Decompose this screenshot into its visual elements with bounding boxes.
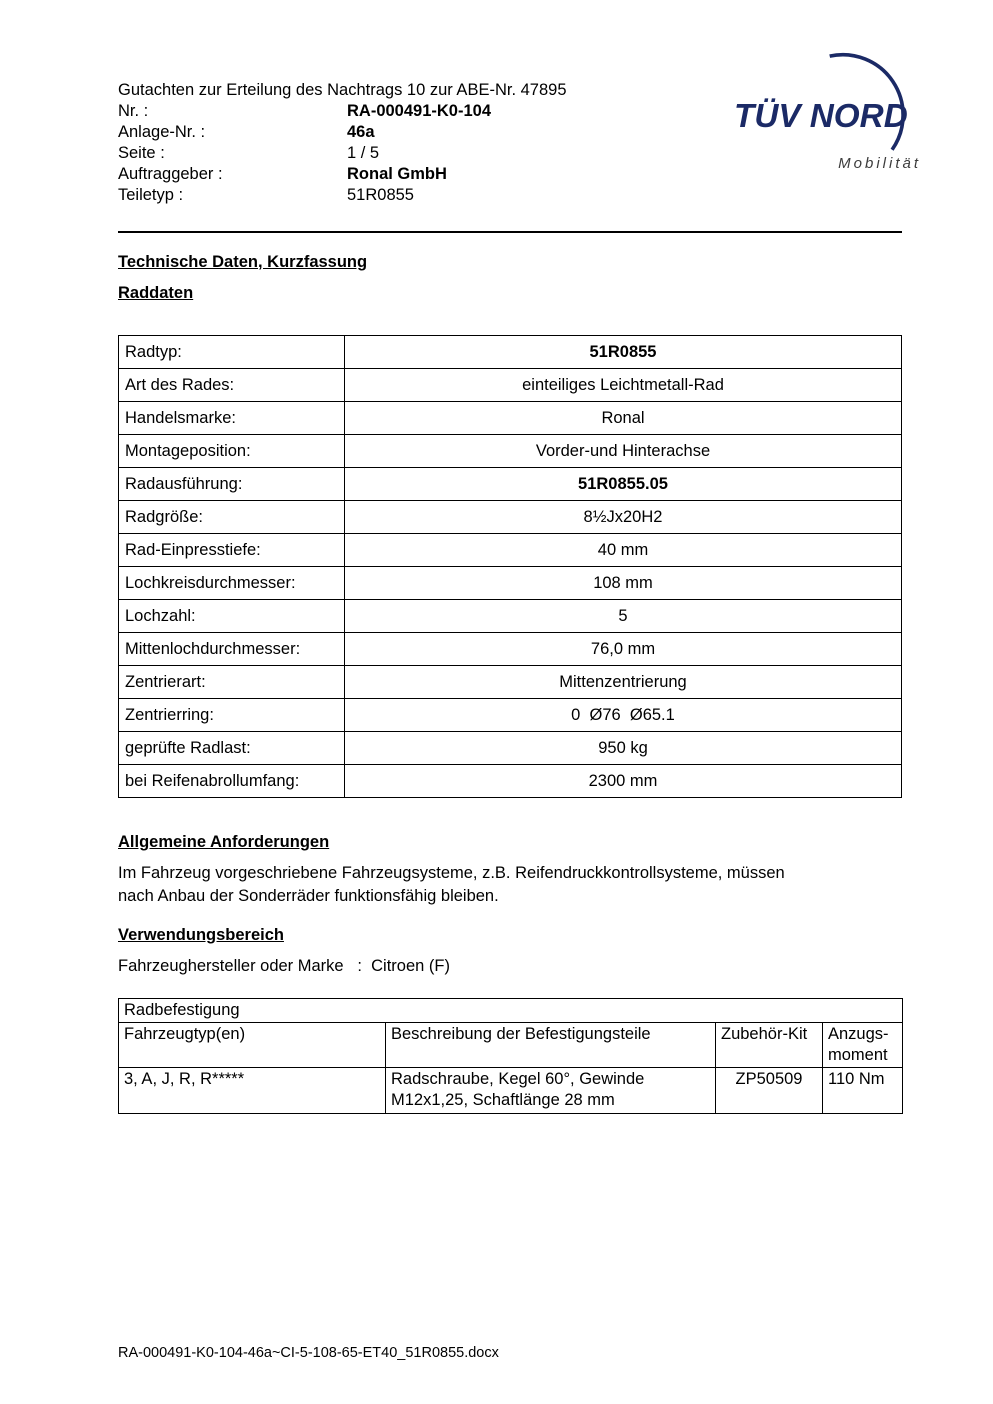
section-heading-verwendung: Verwendungsbereich xyxy=(118,926,284,944)
cell-beschreibung: Radschraube, Kegel 60°, Gewinde M12x1,25, Schaftlänge 28 mm xyxy=(386,1068,716,1114)
logo-brand-text: TÜV NORD xyxy=(734,97,908,135)
row-label: Zentrierring: xyxy=(119,699,345,732)
hersteller-line: Fahrzeughersteller oder Marke : Citroen (F) xyxy=(118,957,450,975)
allgemein-paragraph xyxy=(118,862,908,908)
document-header xyxy=(118,80,738,206)
row-value: 5 xyxy=(345,600,902,633)
header-field-row xyxy=(118,122,738,143)
table-row xyxy=(119,435,902,468)
table-row xyxy=(119,336,902,369)
logo-arc-icon xyxy=(733,52,943,156)
section-heading-technical: Technische Daten, Kurzfassung xyxy=(118,253,368,271)
column-header: Zubehör-Kit xyxy=(716,1023,823,1068)
row-value: Vorder-und Hinterachse xyxy=(345,435,902,468)
row-value: 40 mm xyxy=(345,534,902,567)
table-row xyxy=(119,402,902,435)
header-field-value: 46a xyxy=(347,123,375,141)
header-divider xyxy=(118,231,902,233)
row-label: Radausführung: xyxy=(119,468,345,501)
table-row xyxy=(119,567,902,600)
row-value: 51R0855 xyxy=(345,336,902,369)
table-header-row xyxy=(119,1023,903,1068)
column-header: Beschreibung der Befestigungsteile xyxy=(386,1023,716,1068)
paragraph-line: Im Fahrzeug vorgeschriebene Fahrzeugsysteme, z.B. Reifendruckkontrollsysteme, müssen xyxy=(118,864,785,882)
table-row xyxy=(119,699,902,732)
column-header: Fahrzeugtyp(en) xyxy=(119,1023,386,1068)
table-row xyxy=(119,732,902,765)
header-field-row xyxy=(118,164,738,185)
header-field-value: Ronal GmbH xyxy=(347,165,447,183)
row-label: Handelsmarke: xyxy=(119,402,345,435)
row-label: Mittenlochdurchmesser: xyxy=(119,633,345,666)
logo-subtitle: Mobilität xyxy=(838,155,921,172)
header-field-row xyxy=(118,101,738,122)
row-label: Lochkreisdurchmesser: xyxy=(119,567,345,600)
row-label: Lochzahl: xyxy=(119,600,345,633)
cell-fahrzeugtyp: 3, A, J, R, R***** xyxy=(119,1068,386,1114)
header-field-label: Anlage-Nr. : xyxy=(118,123,206,141)
tuv-nord-logo xyxy=(733,52,943,172)
radbefestigung-table xyxy=(118,998,903,1114)
row-value: 8½Jx20H2 xyxy=(345,501,902,534)
table-row xyxy=(119,501,902,534)
header-field-row xyxy=(118,143,738,164)
row-label: geprüfte Radlast: xyxy=(119,732,345,765)
header-field-label: Nr. : xyxy=(118,102,149,120)
raddaten-table xyxy=(118,335,902,798)
section-heading-allgemein: Allgemeine Anforderungen xyxy=(118,833,330,851)
row-value: einteiliges Leichtmetall-Rad xyxy=(345,369,902,402)
header-field-label: Teiletyp : xyxy=(118,186,184,204)
column-header: Anzugs-moment xyxy=(823,1023,903,1068)
table-caption: Radbefestigung xyxy=(119,999,903,1023)
row-value: 2300 mm xyxy=(345,765,902,798)
header-field-value: RA-000491-K0-104 xyxy=(347,102,491,120)
header-field-label: Seite : xyxy=(118,144,165,162)
table-caption-row xyxy=(119,999,903,1023)
row-label: Montageposition: xyxy=(119,435,345,468)
header-title: Gutachten zur Erteilung des Nachtrags 10 zur ABE-Nr. 47895 xyxy=(118,81,567,99)
cell-zubehoer-kit: ZP50509 xyxy=(716,1068,823,1114)
table-row xyxy=(119,534,902,567)
row-value: 108 mm xyxy=(345,567,902,600)
row-label: Zentrierart: xyxy=(119,666,345,699)
footer-filename: RA-000491-K0-104-46a~CI-5-108-65-ET40_51R0855.docx xyxy=(118,1345,499,1361)
row-label: Radtyp: xyxy=(119,336,345,369)
cell-anzugsmoment: 110 Nm xyxy=(823,1068,903,1114)
header-field-value: 1 / 5 xyxy=(347,144,380,162)
header-field-label: Auftraggeber : xyxy=(118,165,223,183)
header-field-value: 51R0855 xyxy=(347,186,414,204)
table-row xyxy=(119,666,902,699)
paragraph-line: nach Anbau der Sonderräder funktionsfähig bleiben. xyxy=(118,887,499,905)
row-value: 0 Ø76 Ø65.1 xyxy=(345,699,902,732)
row-value: Mittenzentrierung xyxy=(345,666,902,699)
row-label: Art des Rades: xyxy=(119,369,345,402)
row-value: 76,0 mm xyxy=(345,633,902,666)
row-label: Radgröße: xyxy=(119,501,345,534)
header-field-row xyxy=(118,185,738,206)
table-row xyxy=(119,468,902,501)
table-row xyxy=(119,633,902,666)
row-value: 51R0855.05 xyxy=(345,468,902,501)
row-value: Ronal xyxy=(345,402,902,435)
section-heading-raddaten: Raddaten xyxy=(118,284,194,302)
row-label: bei Reifenabrollumfang: xyxy=(119,765,345,798)
table-row xyxy=(119,1068,903,1114)
row-value: 950 kg xyxy=(345,732,902,765)
table-row xyxy=(119,600,902,633)
table-row xyxy=(119,765,902,798)
table-row xyxy=(119,369,902,402)
row-label: Rad-Einpresstiefe: xyxy=(119,534,345,567)
